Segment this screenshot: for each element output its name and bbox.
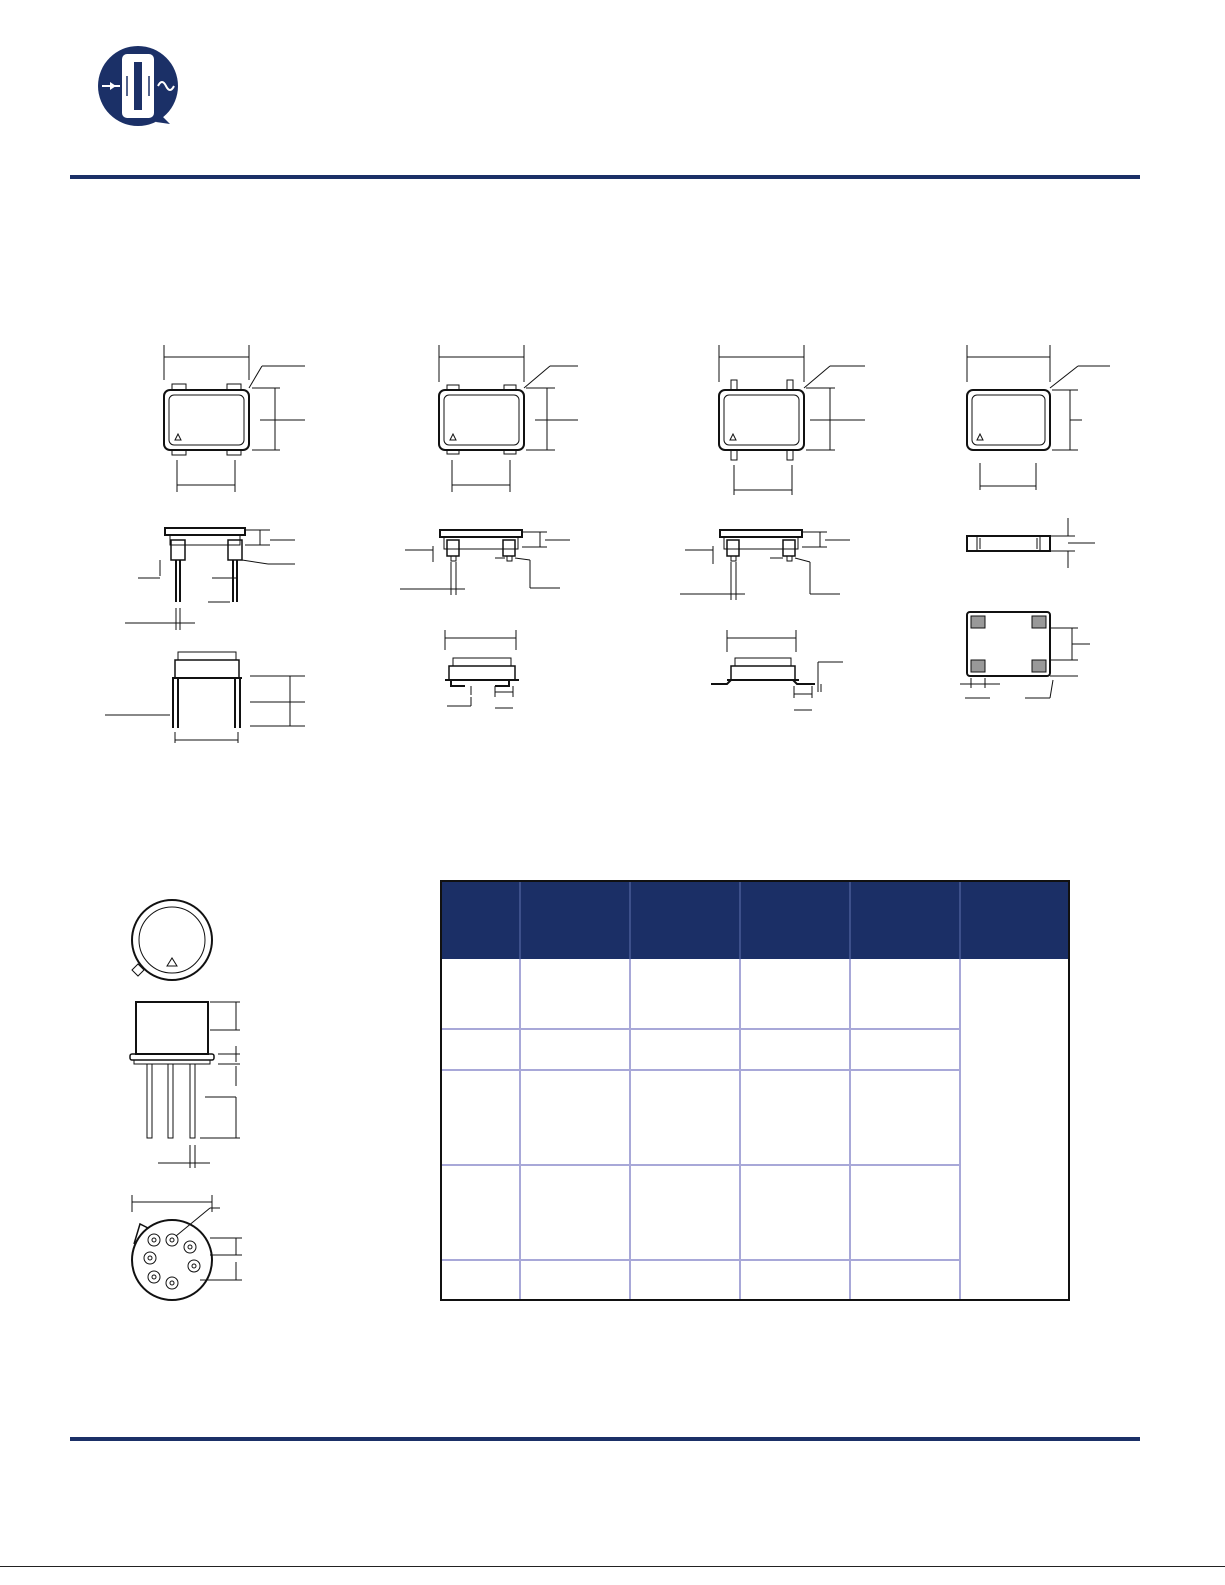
top-view (132, 900, 212, 980)
side-view (967, 518, 1095, 568)
page-bottom-edge (0, 1566, 1225, 1567)
side-view (680, 530, 850, 600)
front-view (711, 630, 843, 710)
header-rule (70, 175, 1140, 179)
table-row (442, 1028, 959, 1030)
package-drawing-3 (675, 340, 875, 720)
side-view (125, 528, 295, 630)
bottom-view (132, 1195, 242, 1300)
top-view (164, 345, 305, 492)
top-view (967, 345, 1110, 490)
to-can-drawing (110, 890, 260, 1310)
specification-table (440, 880, 1070, 1301)
top-view (719, 345, 865, 495)
package-drawing-2 (395, 340, 590, 720)
side-view (130, 1002, 240, 1168)
company-logo (96, 44, 180, 128)
front-view (105, 652, 305, 743)
table-row (442, 1259, 959, 1261)
front-view (445, 630, 519, 708)
package-drawing-4 (950, 340, 1115, 710)
table-row (442, 1069, 959, 1071)
side-view (400, 530, 570, 595)
package-drawing-1 (100, 340, 315, 750)
bottom-view (960, 612, 1090, 698)
table-header (442, 882, 1068, 959)
table-row (442, 1164, 959, 1166)
top-view (439, 345, 578, 492)
footer-rule (70, 1437, 1140, 1441)
